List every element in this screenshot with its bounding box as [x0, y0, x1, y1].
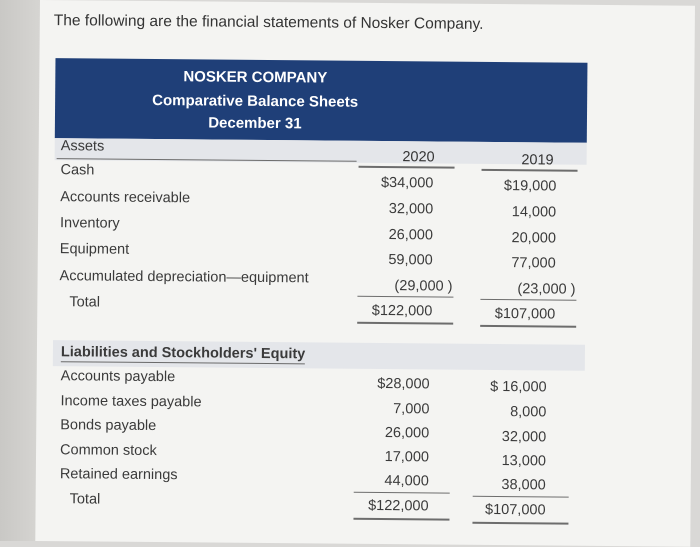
liability-2019-value: 13,000 — [501, 453, 547, 470]
assets-title: Assets — [60, 138, 105, 155]
statement-header — [55, 58, 588, 143]
asset-2020-value: 32,000 — [388, 201, 434, 218]
asset-row-label: Inventory — [59, 215, 120, 232]
intro-text: The following are the financial statements of Nosker Company. — [53, 12, 484, 33]
liability-row-label: Bonds payable — [60, 417, 157, 435]
asset-2020-value: (29,000 ) — [394, 278, 453, 295]
asset-2019-value: (23,000 ) — [517, 281, 576, 298]
asset-row-label: Accumulated depreciation—equipment — [59, 268, 309, 287]
liability-2020-value: 26,000 — [384, 425, 430, 442]
liability-2020-value: 7,000 — [393, 401, 430, 418]
asset-total-rule-2019 — [480, 299, 576, 301]
asset-double-rule-2019 — [480, 325, 576, 328]
year-2019-header: 2019 — [521, 152, 554, 169]
liability-2020-value: 44,000 — [384, 473, 429, 490]
asset-total-rule-2020 — [357, 296, 453, 298]
year-2020-header: 2020 — [402, 149, 435, 166]
asset-2019-value: 14,000 — [511, 204, 557, 221]
liability-2019-value: 32,000 — [501, 429, 547, 446]
asset-double-rule-2020 — [357, 322, 453, 325]
year-2019-rule — [482, 169, 578, 172]
liability-2020-value: 17,000 — [384, 449, 430, 466]
liability-row-label: Income taxes payable — [60, 393, 202, 411]
liabilities-title-text: Liabilities and Stockholders' Equity — [60, 344, 306, 363]
asset-2020-value: $34,000 — [380, 174, 434, 192]
assets-total-2019: $107,000 — [494, 305, 556, 323]
asset-row-label: Equipment — [59, 241, 130, 258]
liability-2020-value: $28,000 — [377, 375, 430, 393]
liability-row-label: Accounts payable — [60, 368, 176, 386]
liability-row-label: Retained earnings — [59, 466, 178, 484]
liabilities-total-label: Total — [69, 491, 101, 508]
liabilities-total-2019: $107,000 — [485, 501, 546, 519]
liability-double-rule-2020 — [353, 518, 449, 521]
asset-row-label: Cash — [60, 162, 95, 179]
page-edge-shadow — [0, 0, 40, 541]
liability-2019-value: $ 16,000 — [490, 378, 547, 396]
liability-total-rule-2020 — [354, 492, 450, 494]
liability-2019-value: 8,000 — [510, 404, 547, 421]
liabilities-total-2020: $122,000 — [368, 497, 429, 515]
liability-row-label: Common stock — [60, 442, 157, 460]
liability-double-rule-2019 — [472, 522, 568, 525]
year-2020-rule — [359, 166, 455, 169]
company-name: NOSKER COMPANY — [183, 68, 328, 87]
textbook-page — [35, 0, 695, 547]
asset-2019-value: 20,000 — [511, 230, 557, 247]
asset-2019-value: $19,000 — [503, 178, 557, 195]
statement-title: Comparative Balance Sheets — [152, 91, 359, 111]
assets-total-label: Total — [69, 294, 101, 311]
liability-total-rule-2019 — [473, 496, 569, 498]
liabilities-title — [61, 344, 305, 362]
assets-total-2020: $122,000 — [371, 302, 433, 320]
statement-date: December 31 — [208, 114, 302, 133]
asset-row-label: Accounts receivable — [60, 189, 191, 207]
asset-2019-value: 77,000 — [511, 255, 556, 272]
asset-2020-value: 26,000 — [388, 227, 434, 244]
liability-2019-value: 38,000 — [501, 477, 546, 494]
asset-2020-value: 59,000 — [388, 252, 433, 269]
